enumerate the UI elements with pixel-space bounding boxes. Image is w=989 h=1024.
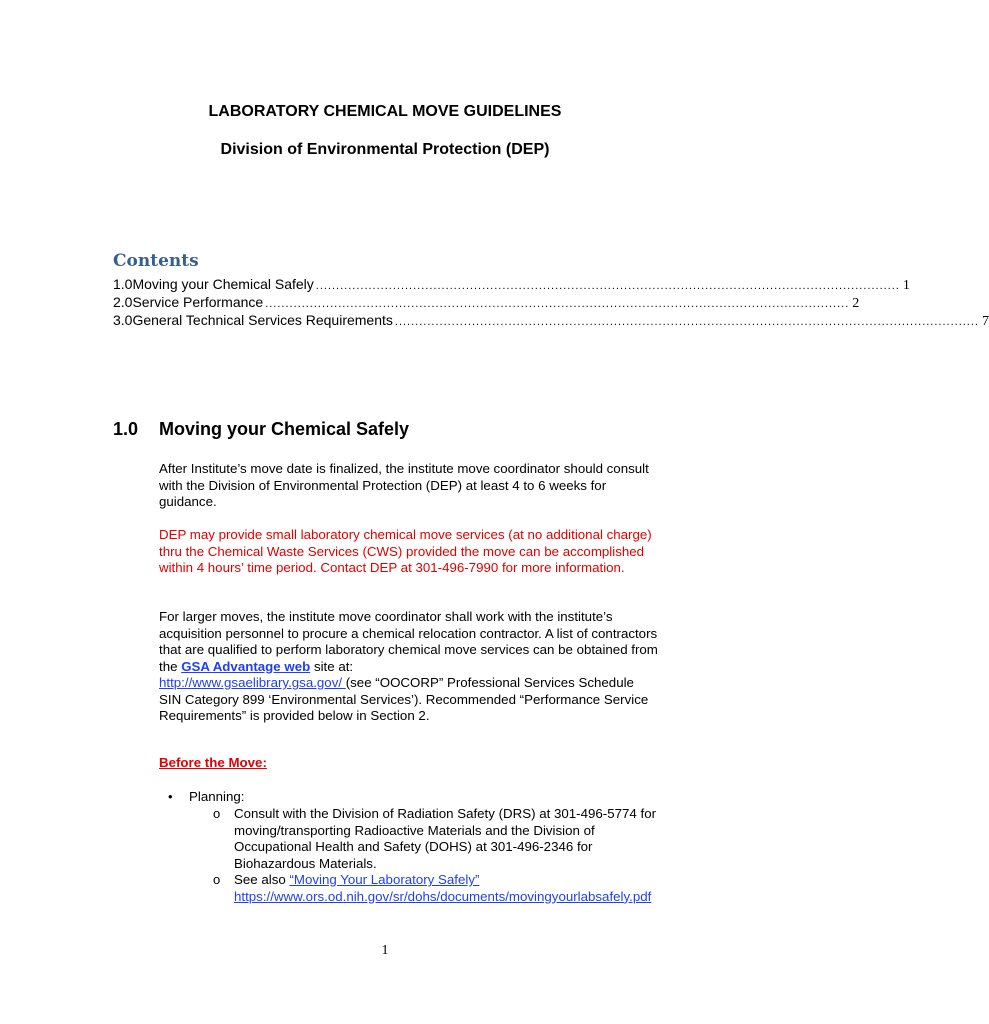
page-number: 1 <box>381 943 389 958</box>
toc-heading: Contents <box>113 251 199 271</box>
toc-entry-page: 7 <box>981 314 989 329</box>
gsa-elibrary-link[interactable]: http://www.gsaelibrary.gsa.gov/ <box>159 675 346 690</box>
sub-bullet-icon: o <box>213 806 221 821</box>
document-subtitle: Division of Environmental Protection (DEP) <box>220 141 550 158</box>
toc-entry[interactable] <box>113 294 860 312</box>
toc-entry-number: 1.0 <box>113 276 133 292</box>
toc-entry-page: 2 <box>852 296 860 311</box>
sub-item-see-also <box>234 872 659 905</box>
section-number: 1.0 <box>113 419 139 439</box>
gsa-advantage-link[interactable]: GSA Advantage web <box>181 658 311 674</box>
moving-lab-safely-url[interactable]: https://www.ors.od.nih.gov/sr/dohs/documents/movingyourlabsafely.pdf <box>234 888 652 904</box>
toc-entry-number: 3.0 <box>113 312 133 328</box>
sub-bullet-icon: o <box>213 872 221 887</box>
toc-entry[interactable] <box>113 276 910 294</box>
see-also-text: See also <box>234 872 290 887</box>
toc-leader-dots: ................................................................................................................................................ <box>394 316 979 328</box>
toc-entry[interactable] <box>113 312 989 330</box>
paragraph-text: For larger moves, the institute move coordinator shall work with the institute’s acquisition personnel to procure a chemical relocation contractor. A list of contractors that are qualified to perform laboratory chemical move services can be obtained from the <box>159 609 658 674</box>
paragraph-intro: After Institute’s move date is finalized, the institute move coordinator should consult with the Division of Environmental Protection (DEP) at least 4 to 6 weeks for guidance. <box>159 461 649 509</box>
paragraph-text: site at: <box>310 658 354 674</box>
toc-entry-number: 2.0 <box>113 294 133 310</box>
paragraph-text: (see “OOCORP” Professional Services Schedule SIN Category 899 ‘Environmental Services’). Recommended “Performance Service Requirements” is provided below in Section 2. <box>159 675 649 723</box>
planning-label: Planning: <box>189 789 245 804</box>
before-move-heading: Before the Move: <box>159 755 267 770</box>
section-title: Moving your Chemical Safely <box>159 419 410 439</box>
toc-entry-title: Moving your Chemical Safely <box>132 276 314 292</box>
paragraph-larger-moves <box>159 609 659 725</box>
toc-leader-dots: ................................................................................................................................................ <box>315 280 900 292</box>
sub-item-consult: Consult with the Division of Radiation Safety (DRS) at 301-496-5774 for moving/transporting Radioactive Materials and the Division of Occupational Health and Safety (DOHS) at 301-496-2346 for Biohazardous Materials. <box>234 806 657 871</box>
toc-leader-dots: ................................................................................................................................................ <box>265 298 850 310</box>
document-title: LABORATORY CHEMICAL MOVE GUIDELINES <box>208 103 562 120</box>
paragraph-dep-services: DEP may provide small laboratory chemical move services (at no additional charge) thru the Chemical Waste Services (CWS) provided the move can be accomplished within 4 hours’ time period. Contact DEP at 301-496-7990 for more information. <box>159 527 652 575</box>
section-heading <box>113 419 409 440</box>
bullet-icon: • <box>168 789 173 804</box>
toc-entry-title: General Technical Services Requirements <box>132 312 393 328</box>
moving-lab-safely-link[interactable]: “Moving Your Laboratory Safely” <box>289 872 480 887</box>
toc-entry-title: Service Performance <box>132 294 264 310</box>
toc-entry-page: 1 <box>902 278 910 293</box>
